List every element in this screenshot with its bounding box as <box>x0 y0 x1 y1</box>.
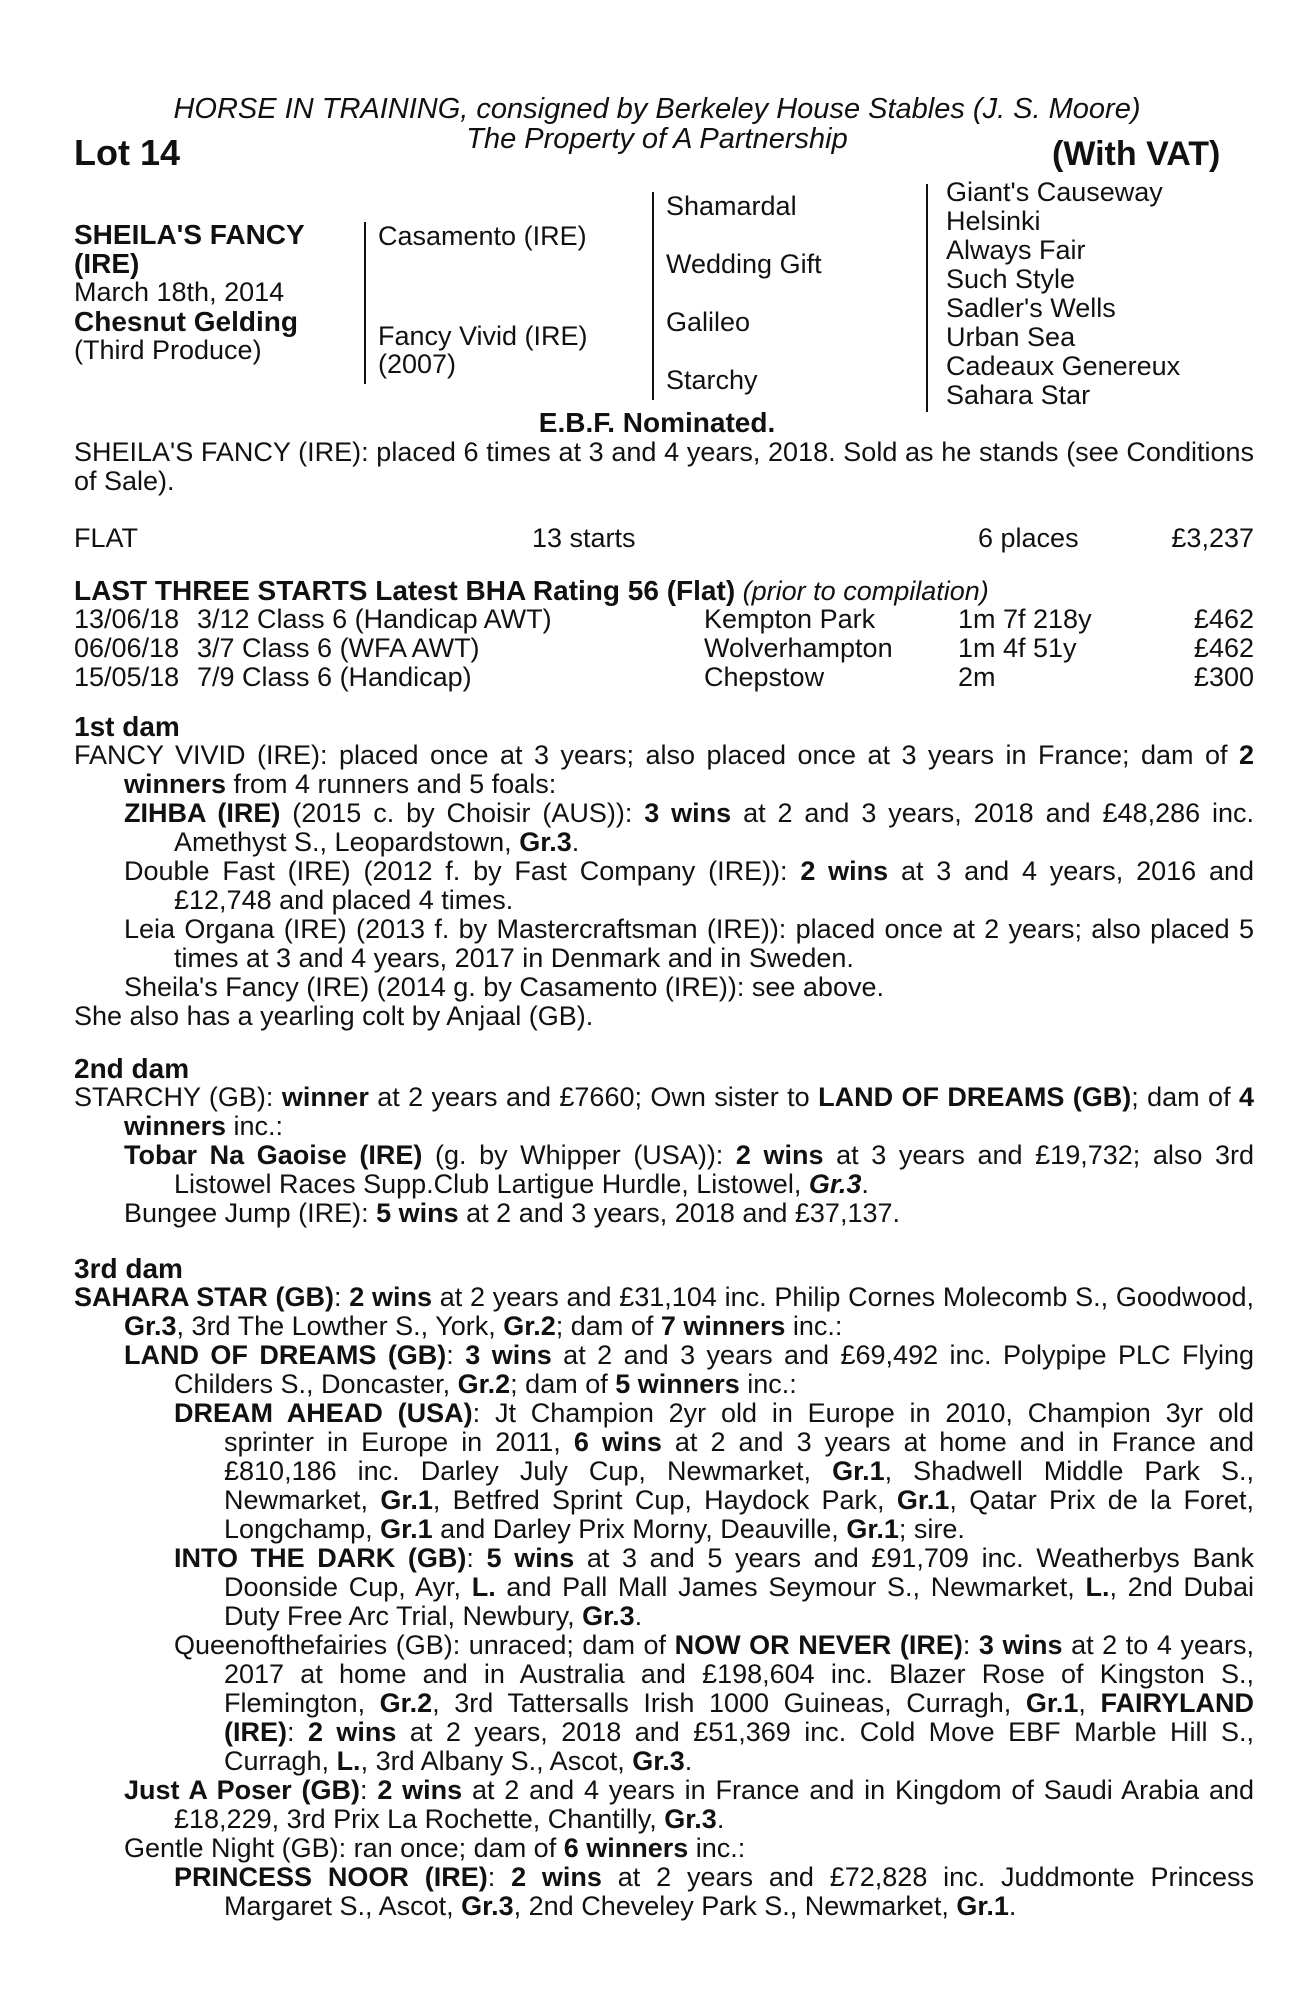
vat-label: (With VAT) <box>1052 135 1221 173</box>
third-dam-grandfoal: DREAM AHEAD (USA): Jt Champion 2yr old in Europe in 2010, Champion 3yr old sprinter in Europe in 2011, 6 wins at 2 and 3 years at home and in France and £810,186 inc. Darley July Cup, Newmarket, Gr.1, Shadwell Middle Park S., Newmarket, Gr.1, Betfred Sprint Cup, Haydock Park, Gr.1, Qatar Prix de la Foret, Longchamp, Gr.1 and Darley Prix Morny, Deauville, Gr.1; sire. <box>174 1398 1255 1544</box>
first-dam-foal: Leia Organa (IRE) (2013 f. by Mastercraftsman (IRE)): placed once at 2 years; also placed 5 times at 3 and 4 years, 2017 in Denmark and in Sweden. <box>124 914 1254 973</box>
third-dam-foal: LAND OF DREAMS (GB): 3 wins at 2 and 3 years and £69,492 inc. Polypipe PLC Flying Childers S., Doncaster, Gr.2; dam of 5 winners inc.: <box>124 1340 1254 1399</box>
first-dam-foal: ZIHBA (IRE) (2015 c. by Choisir (AUS)): 3 wins at 2 and 3 years, 2018 and £48,286 inc. Amethyst S., Leopardstown, Gr.3. <box>124 798 1255 857</box>
third-dam-grandfoal: Queenofthefairies (GB): unraced; dam of NOW OR NEVER (IRE): 3 wins at 2 to 4 years, 2017 at home and in Australia and £198,604 inc. Blazer Rose of Kingston S., Flemington, Gr.2, 3rd Tattersalls Irish 1000 Guineas, Curragh, Gr.1, FAIRYLAND (IRE): 2 wins at 2 years, 2018 and £51,369 inc. Cold Move EBF Marble Hill S., Curragh, L., 3rd Albany S., Ascot, Gr.3. <box>174 1630 1254 1776</box>
pedigree-ggs: Sahara Star <box>946 380 1091 410</box>
start-race: 3/7 Class 6 (WFA AWT) <box>197 633 480 663</box>
first-dam-section <box>74 712 1254 1031</box>
first-dam-heading: 1st dam <box>74 711 180 742</box>
first-dam-para: FANCY VIVID (IRE): placed once at 3 years; also placed once at 3 years in France; dam of 2 winners from 4 runners and 5 foals: <box>74 740 1254 799</box>
pedigree-ggs: Cadeaux Genereux <box>946 351 1181 381</box>
consignor-line: HORSE IN TRAINING, consigned by Berkeley House Stables (J. S. Moore) <box>173 93 1141 125</box>
pedigree-ggs: Always Fair <box>946 235 1086 265</box>
property-line: The Property of A Partnership <box>466 123 848 155</box>
start-prize: £462 <box>1193 633 1254 663</box>
start-race: 7/9 Class 6 (Handicap) <box>197 662 472 692</box>
third-dam-foal: Just A Poser (GB): 2 wins at 2 and 4 years in France and in Kingdom of Saudi Arabia and £18,229, 3rd Prix La Rochette, Chantilly, Gr.3. <box>124 1775 1255 1834</box>
first-dam-foal: Double Fast (IRE) (2012 f. by Fast Company (IRE)): 2 wins at 3 and 4 years, 2016 and £12,748 and placed 4 times. <box>124 856 1254 915</box>
horse-info <box>74 220 354 365</box>
pedigree-ggs: Helsinki <box>946 206 1041 236</box>
start-course: Wolverhampton <box>704 633 893 663</box>
start-distance: 2m <box>958 662 996 692</box>
horse-sex: Chesnut Gelding <box>74 306 298 337</box>
pedigree-dam-year: (2007) <box>378 349 457 379</box>
last-three-title: LAST THREE STARTS Latest BHA Rating 56 (Flat) <box>74 575 736 606</box>
horse-dob: March 18th, 2014 <box>74 277 285 307</box>
second-dam-section <box>74 1054 1254 1228</box>
lot-number: Lot 14 <box>74 132 181 173</box>
start-prize: £462 <box>1193 604 1254 634</box>
start-date: 15/05/18 <box>74 662 180 692</box>
start-distance: 1m 7f 218y <box>958 604 1092 634</box>
third-dam-para: SAHARA STAR (GB): 2 wins at 2 years and £31,104 inc. Philip Cornes Molecomb S., Goodwood, Gr.3, 3rd The Lowther S., York, Gr.2; dam of 7 winners inc.: <box>74 1282 1255 1341</box>
start-prize: £300 <box>1193 662 1254 692</box>
third-dam-foal: Gentle Night (GB): ran once; dam of 6 winners inc.: <box>124 1833 746 1863</box>
first-dam-foal: Sheila's Fancy (IRE) (2014 g. by Casamento (IRE)): see above. <box>124 972 884 1002</box>
last-three-note: (prior to compilation) <box>742 576 989 606</box>
horse-name: SHEILA'S FANCY <box>74 219 305 250</box>
pedigree-dam: Fancy Vivid (IRE) <box>378 321 588 351</box>
record-type: FLAT <box>74 523 139 553</box>
ebf-nominated: E.B.F. Nominated. <box>538 407 776 438</box>
second-dam-foal: Tobar Na Gaoise (IRE) (g. by Whipper (USA)): 2 wins at 3 years and £19,732; also 3rd Listowel Races Supp.Club Lartigue Hurdle, Listowel, Gr.3. <box>124 1140 1255 1199</box>
start-course: Kempton Park <box>704 604 876 634</box>
start-course: Chepstow <box>704 662 825 692</box>
first-dam-yearling: She also has a yearling colt by Anjaal (GB). <box>74 1001 594 1031</box>
record-earnings: £3,237 <box>1171 523 1254 553</box>
record-places: 6 places <box>978 523 1079 553</box>
pedigree-ggs: Urban Sea <box>946 322 1076 352</box>
horse-produce: (Third Produce) <box>74 335 262 365</box>
third-dam-heading: 3rd dam <box>74 1253 183 1284</box>
start-distance: 1m 4f 51y <box>958 633 1077 663</box>
second-dam-para: STARCHY (GB): winner at 2 years and £7660; Own sister to LAND OF DREAMS (GB); dam of 4 winners inc.: <box>74 1082 1254 1141</box>
pedigree-line-3 <box>926 184 928 412</box>
pedigree-line-1 <box>364 222 366 384</box>
record-starts: 13 starts <box>532 523 636 553</box>
third-dam-grandfoal: INTO THE DARK (GB): 5 wins at 3 and 5 years and £91,709 inc. Weatherbys Bank Doonside Cup, Ayr, L. and Pall Mall James Seymour S., Newmarket, L., 2nd Dubai Duty Free Arc Trial, Newbury, Gr.3. <box>174 1543 1254 1631</box>
horse-suffix: (IRE) <box>74 248 140 279</box>
summary: SHEILA'S FANCY (IRE): placed 6 times at 3 and 4 years, 2018. Sold as he stands (see Conditions of Sale). <box>74 437 1254 496</box>
pedigree-gs: Wedding Gift <box>666 249 822 279</box>
pedigree-sire: Casamento (IRE) <box>378 221 587 251</box>
start-date: 06/06/18 <box>74 633 180 663</box>
last-three-heading <box>74 576 989 606</box>
pedigree-gs: Starchy <box>666 365 758 395</box>
pedigree-gs: Shamardal <box>666 191 797 221</box>
pedigree-ggs: Such Style <box>946 264 1076 294</box>
third-dam-grandfoal: PRINCESS NOOR (IRE): 2 wins at 2 years and £72,828 inc. Juddmonte Princess Margaret S., Ascot, Gr.3, 2nd Cheveley Park S., Newmarket, Gr.1. <box>174 1862 1254 1921</box>
pedigree-ggs: Giant's Causeway <box>946 177 1163 207</box>
second-dam-foal: Bungee Jump (IRE): 5 wins at 2 and 3 years, 2018 and £37,137. <box>124 1198 901 1228</box>
second-dam-heading: 2nd dam <box>74 1053 190 1084</box>
pedigree-gs: Galileo <box>666 307 751 337</box>
pedigree-line-2 <box>652 192 654 400</box>
start-date: 13/06/18 <box>74 604 180 634</box>
start-race: 3/12 Class 6 (Handicap AWT) <box>197 604 552 634</box>
third-dam-section <box>74 1254 1254 1921</box>
pedigree-ggs: Sadler's Wells <box>946 293 1116 323</box>
